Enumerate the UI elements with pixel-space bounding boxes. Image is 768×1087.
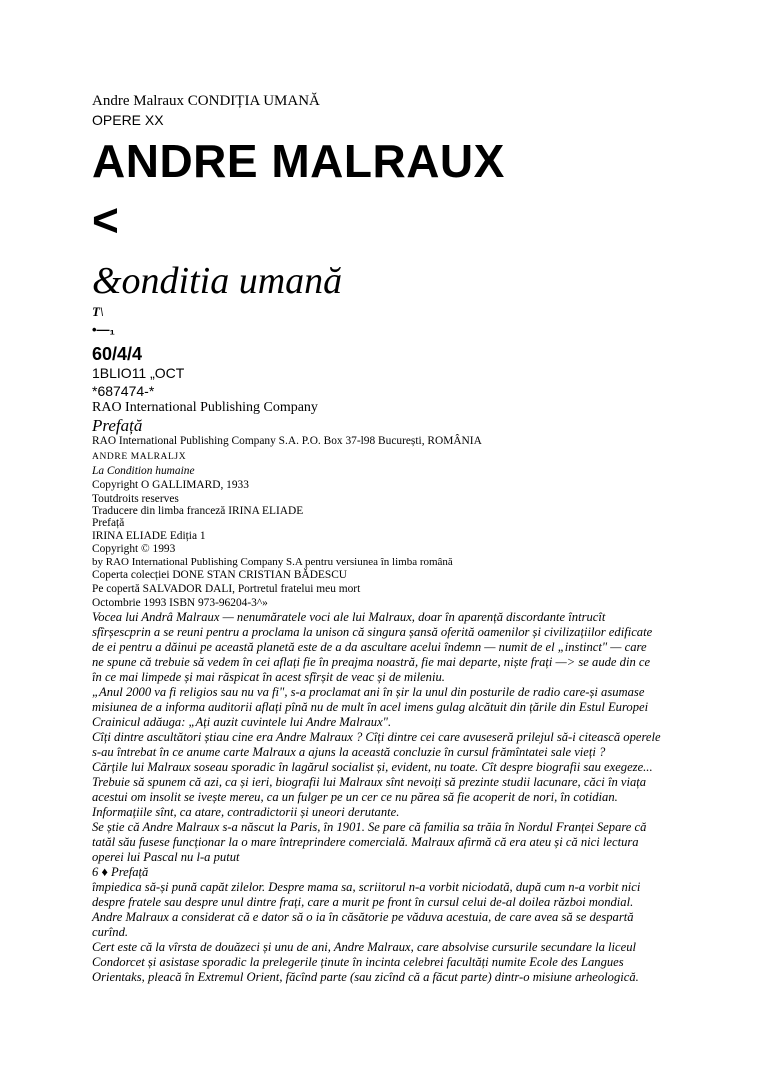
body-line: „Anul 2000 va fi religios sau nu va fi", s-a proclamat ani în șir la unul din posturile de radio care-și asumase — [92, 685, 645, 699]
body-line: acestui om insolit se ivește mereu, ca un fulger pe un cer ce nu părea să fie acoperit de nori, în cotidian. — [92, 790, 618, 804]
body-line: Cîți dintre ascultători știau cine era Andre Malraux ? Cîți dintre cei care avuseseră prilejul să-i citească operele — [92, 730, 661, 744]
colophon-line: Copyright © 1993 — [92, 543, 176, 555]
scan-noise-1: T\ — [92, 304, 104, 319]
colophon-line: Octombrie 1993 ISBN 973-96204-3^» — [92, 597, 268, 609]
body-line: Andre Malraux a considerat că e dator să o ia în căsătorie pe văduva acestuia, de care avea să se despartă — [92, 910, 634, 924]
publisher-name: RAO International Publishing Company — [92, 400, 318, 415]
book-title: &onditia umană — [92, 260, 343, 302]
colophon-line: RAO International Publishing Company S.A. P.O. Box 37-l98 București, ROMÂNIA — [92, 435, 482, 447]
body-line: Condorcet și asistase sporadic la prelegerile ținute în incinta celebrei facultăți numite Ecole des Langues — [92, 955, 624, 969]
colophon-line: Traducere din limba franceză IRINA ELIADE — [92, 505, 304, 517]
colophon-line: by RAO International Publishing Company S.A pentru versiunea în limba română — [92, 556, 453, 568]
body-line: Trebuie să spunem că azi, ca și ieri, biografii lui Malraux sînt nevoiți să prezinte studii lacunare, căci în viața — [92, 775, 647, 789]
body-line: Orientaks, pleacă în Extremul Orient, făcînd parte (sau zicînd că a făcut parte) dintr-o misiune arheologică. — [92, 970, 639, 984]
body-line: curînd. — [92, 925, 129, 939]
body-line: sfîrșescprin a se reuni pentru a proclama la unison că singura șansă oferită oamenilor și civilizațiilor edificate — [92, 625, 653, 639]
body-line: Informațiile sînt, ca atare, contradictorii și uneori derutante. — [92, 805, 400, 819]
body-line: Se știe că Andre Malraux s-a născut la Paris, în 1901. Se pare că familia sa trăia în Nordul Franței Separe că — [92, 820, 647, 834]
scan-noise-2: •—₁ — [92, 322, 115, 337]
colophon-line: IRINA ELIADE Ediția 1 — [92, 530, 206, 542]
prefata-heading: Prefață — [92, 416, 143, 435]
body-line: tatăl său fusese funcționar la o mare întreprindere comercială. Malraux afirmă că era ateu și că nici lectura — [92, 835, 639, 849]
colophon-line: Copyright O GALLIMARD, 1933 — [92, 479, 249, 491]
body-line: de ei pentru a dăinui pe această planetă este de a da ascultare acelui îndemn — numit de el „instinct" — care — [92, 640, 647, 654]
body-line: Cert este că la vîrsta de douăzeci și unu de ani, Andre Malraux, care absolvise cursurile secundare la liceul — [92, 940, 636, 954]
body-line: Vocea lui Andrâ Malraux — nenumăratele voci ale lui Malraux, doar în aparență discordante întrucît — [92, 610, 606, 624]
author-heading: ANDRE MALRAUX — [92, 135, 505, 187]
body-line: despre fratele sau despre unul dintre frați, care a murit pe front în cursul celui de-al doilea război mondial. — [92, 895, 634, 909]
catalog-code-2: 1BLIO11 „OCT — [92, 365, 185, 381]
colophon-line: Toutdroits reserves — [92, 493, 179, 505]
series-label: OPERE XX — [92, 112, 164, 128]
catalog-code-1: 60/4/4 — [92, 344, 143, 364]
running-title: Andre Malraux CONDIȚIA UMANĂ — [92, 93, 320, 109]
body-line: în ce mai limpede și mai răspicat în acest sfîrșit de veac și de mileniu. — [92, 670, 445, 684]
body-line: operei lui Pascal nu l-a putut — [92, 850, 240, 864]
page-footer-prefata: 6 ♦ Prefață — [92, 865, 149, 879]
body-line: ne spune că trebuie să vedem în cei aflați fie în preajma noastră, fie mai departe, niște frați —> se aude din ce — [92, 655, 651, 669]
scan-mark: < — [92, 194, 119, 246]
colophon-line: La Condition humaine — [92, 465, 195, 477]
body-line: misiunea de a informa auditorii aflați pînă nu de mult în acel imens gulag alcătuit din țările din Estul Europei — [92, 700, 649, 714]
catalog-code-3: *687474-* — [92, 383, 155, 399]
body-line: Crainicul adăuga: „Ați auzit cuvintele lui Andre Malraux". — [92, 715, 392, 729]
colophon-line: Prefață — [92, 517, 125, 529]
colophon-line: Pe copertă SALVADOR DALI, Portretul fratelui meu mort — [92, 583, 361, 595]
body-line: Cărțile lui Malraux soseau sporadic în lagărul socialist și, evident, nu toate. Cît despre biografii sau exegeze... — [92, 760, 653, 774]
body-line: s-au întrebat în ce anume carte Malraux a ajuns la această concluzie în cursul frămîntatei sale vieți ? — [92, 745, 606, 759]
colophon-line: ANDRE MALRALJX — [92, 452, 187, 462]
body-line: împiedica să-și pună capăt zilelor. Despre mama sa, scriitorul n-a vorbit niciodată, după cum n-a vorbit nici — [92, 880, 641, 894]
colophon-line: Coperta colecției DONE STAN CRISTIAN BĂDESCU — [92, 569, 348, 581]
